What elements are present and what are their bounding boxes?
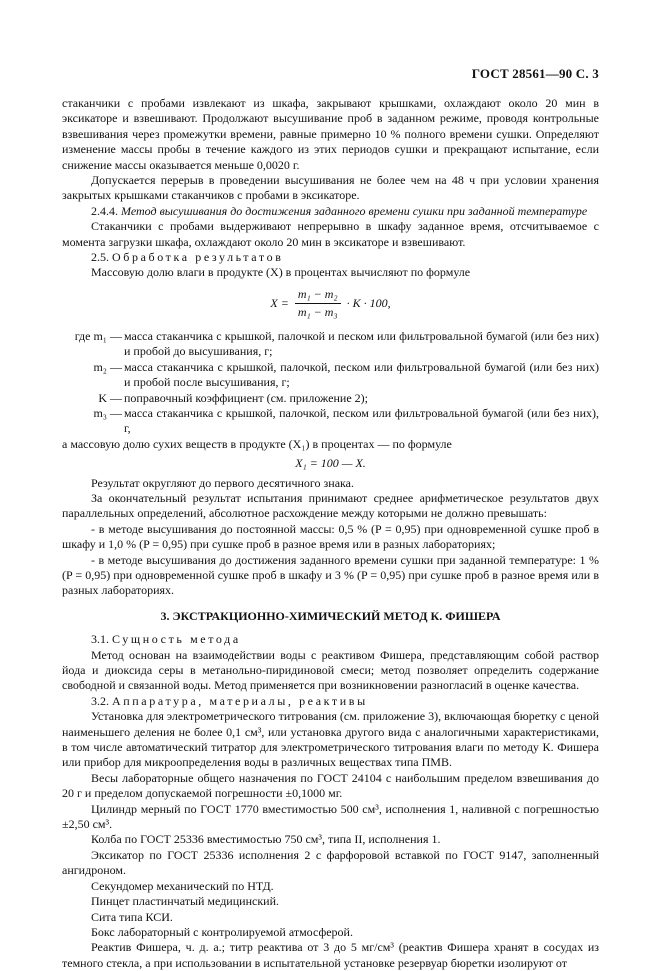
subsection-number: 3.1.	[91, 632, 109, 647]
subsection-heading	[62, 204, 599, 219]
formula-dry-matter	[62, 456, 599, 471]
paragraph: Сита типа КСИ.	[91, 909, 173, 924]
paragraph: Эксикатор по ГОСТ 25336 исполнения 2 с фарфоровой вставкой по ГОСТ 9147, заполненный ангидроном.	[62, 847, 599, 878]
subsection-heading	[62, 632, 599, 647]
paragraph: Цилиндр мерный по ГОСТ 1770 вместимостью 500 см³, исполнения 1, наливной с погрешностью ±2,50 см³.	[62, 801, 599, 832]
definition-row	[62, 406, 599, 437]
subsection-title: Аппаратура, материалы, реактивы	[112, 693, 368, 708]
paragraph: Пинцет пластинчатый медицинский.	[91, 894, 279, 909]
definition-symbol: m₂ —	[93, 359, 122, 374]
definition-symbol: K —	[98, 390, 122, 405]
formula-numerator: m₁ − m₂	[295, 287, 341, 304]
paragraph: Допускается перерыв в проведении высушивания не более чем на 48 ч при условии хранения закрытых крышками стаканчиков с пробами в эксикаторе.	[62, 173, 599, 203]
paragraph: Реактив Фишера, ч. д. а.; титр реактива от 3 до 5 мг/см³ (реактив Фишера хранят в сосудах из темного стекла, а при использовании в испытательной установке резервуар бюретки изолируют от	[62, 940, 599, 970]
definition-row	[62, 360, 599, 391]
paragraph: Стаканчики с пробами выдерживают непрерывно в шкафу заданное время, отсчитываемое с момента загрузки шкафа, охлаждают около 20 мин в эксикаторе и взвешивают.	[62, 219, 599, 249]
paragraph: Массовую долю влаги в продукте (X) в процентах вычисляют по формуле	[91, 265, 471, 280]
paragraph: Результат округляют до первого десятичного знака.	[91, 475, 354, 490]
paragraph: За окончательный результат испытания принимают среднее арифметическое результатов двух параллельных определений, абсолютное расхождение между которыми не должно превышать:	[62, 490, 599, 521]
subsection-number: 3.2.	[91, 693, 109, 708]
section-heading: 3. ЭКСТРАКЦИОННО-ХИМИЧЕСКИЙ МЕТОД К. ФИШЕРА	[160, 608, 501, 623]
definition-symbol: где m₁ —	[74, 328, 122, 343]
subsection-heading	[62, 694, 599, 709]
document-body	[62, 96, 599, 971]
paragraph: Колба по ГОСТ 25336 вместимостью 750 см³, типа II, исполнения 1.	[91, 832, 441, 847]
definition-text: масса стаканчика с крышкой, палочкой, песком или фильтровальной бумагой (или без них) и пробой после высушивания, г;	[124, 359, 599, 390]
formula-definitions	[62, 329, 599, 437]
subsection-title: Сущность метода	[112, 632, 241, 647]
subsection-number: 2.4.4.	[91, 203, 118, 218]
definition-text: масса стаканчика с крышкой, палочкой и песком или фильтровальной бумагой (или без них) и пробой до высушивания, г;	[124, 328, 599, 359]
paragraph: Метод основан на взаимодействии воды с реактивом Фишера, представляющим собой раствор йода и диоксида серы в метанольно-пиридиновой смеси; метод позволяет определить содержание свободной и связанной воды. Метод применяется при возникновении разногласий в оценке качества.	[62, 647, 599, 693]
subsection-heading	[62, 250, 599, 265]
definition-row	[62, 391, 599, 406]
formula-denominator: m₁ − m₃	[297, 305, 338, 320]
definition-text: поправочный коэффициент (см. приложение 2);	[124, 390, 368, 405]
definition-text: масса стаканчика с крышкой, палочкой, песком или фильтровальной бумагой (или без них), г,	[124, 405, 599, 436]
paragraph: Бокс лабораторный с контролируемой атмосферой.	[91, 924, 353, 939]
paragraph: Секундомер механический по НТД.	[91, 878, 274, 893]
paragraph: стаканчики с пробами извлекают из шкафа, закрывают крышками, охлаждают около 20 мин в эксикаторе и взвешивают. Продолжают высушивание проб в заданном режиме, проводя контрольные взвешивания через промежутки времени, равные примерно 10 % полного времени сушки. Определяют изменение массы пробы в течение каждого из этих периодов сушки и прекращают испытание, если снижение массы оказывается меньше 0,0020 г.	[62, 96, 599, 172]
page-header: ГОСТ 28561—90 С. 3	[471, 66, 599, 81]
paragraph: а массовую долю сухих веществ в продукте (X₁) в процентах — по формуле	[62, 436, 452, 451]
paragraph: Установка для электрометрического титрования (см. приложение 3), включающая бюретку с ценой наименьшего деления не более 0,1 см³, или установка другого вида с аналогичными характеристиками, в том числе автоматический титратор для электрометрического титрования влаги по методу К. Фишера или прибор для микроопределения воды в различных веществах типа ПМВ.	[62, 709, 599, 770]
formula-rhs: · K · 100,	[346, 296, 391, 311]
subsection-title: Метод высушивания до достижения заданного времени сушки при заданной температуре	[121, 203, 588, 218]
paragraph: Весы лабораторные общего назначения по ГОСТ 24104 с наибольшим пределом взвешивания до 20 г и пределом допускаемой погрешности ±0,1000 мг.	[62, 770, 599, 801]
formula-fraction	[295, 287, 341, 321]
subsection-number: 2.5.	[91, 250, 109, 265]
formula-moisture	[62, 287, 599, 323]
subsection-title: Обработка результатов	[112, 250, 284, 265]
list-item: - в методе высушивания до постоянной массы: 0,5 % (P = 0,95) при одновременной сушке проб в шкафу и 1,0 % (P = 0,95) при сушке проб в разное время или в разных лабораториях;	[62, 521, 599, 552]
definition-symbol: m₃ —	[93, 405, 122, 420]
formula-lhs: X =	[270, 296, 289, 311]
formula-text: X₁ = 100 — X.	[295, 456, 366, 471]
definition-row	[62, 329, 599, 360]
list-item: - в методе высушивания до достижения заданного времени сушки при заданной температуре: 1 % (P = 0,95) при одновременной сушке проб в шкафу и 3 % (P = 0,95) при сушке проб в разное время или в разных лабораториях.	[62, 552, 599, 598]
